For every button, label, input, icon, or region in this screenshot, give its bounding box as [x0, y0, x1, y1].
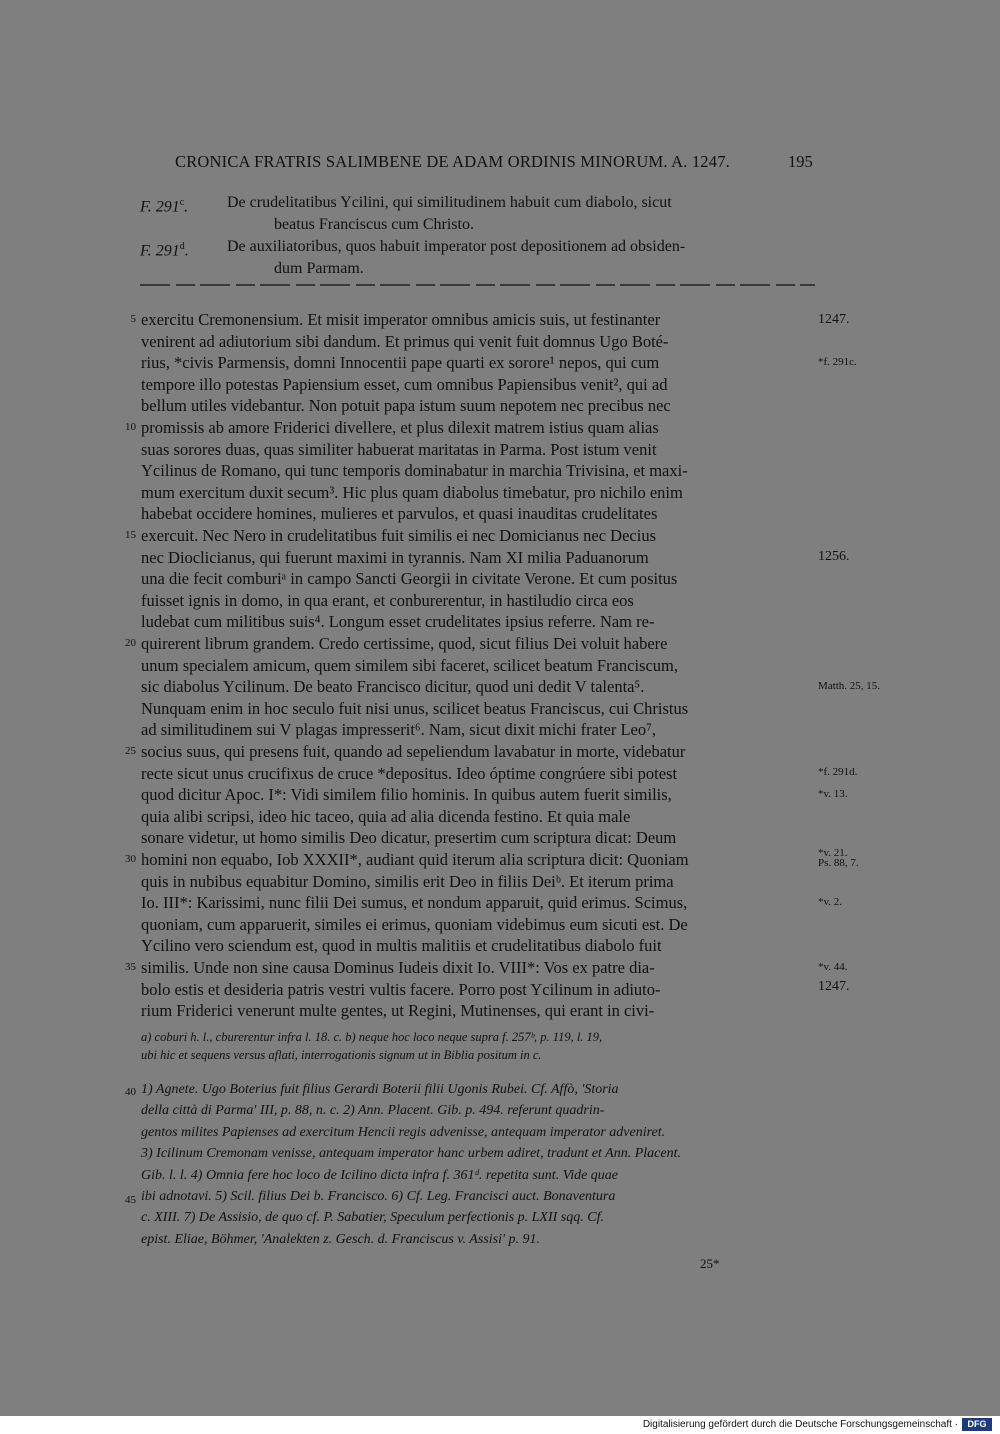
margin-citation: *v. 2. [818, 896, 843, 908]
line-number: 10 [125, 421, 136, 433]
summary-entry: F. 291$^d$. De auxiliatoribus, quos habuit imperator post depositionem ad obsiden- dum Parmam. [140, 236, 815, 280]
margin-year: 1247. [818, 979, 850, 994]
body-line: exercuit. Nec Nero in crudelitatibus fuit similis ei nec Domicianus nec Decius [141, 526, 657, 545]
footnote-line: Gib. l. l. 4) Omnia fere hoc loco de Icilino dicta infra f. 361ᵈ. repetita sunt. Vide quae [141, 1167, 619, 1183]
body-line: quod dicitur Apoc. I*: Vidi similem filio hominis. In quibus autem fuerit similis, [141, 785, 672, 805]
apparatus-line: a) coburi h. l., cburerentur infra l. 18. c. b) neque hoc loco neque supra f. 257ᵇ, p. 119, l. 19, [141, 1030, 603, 1044]
body-line: exercitu Cremonensium. Et misit imperator omnibus amicis suis, ut festinanter [141, 310, 661, 329]
line-number: 15 [125, 529, 136, 541]
body-line: recte sicut unus crucifixus de cruce *depositus. Ideo óptime congrúere sibi potest [141, 763, 678, 783]
summary-text-cont: beatus Franciscus cum Christo. [274, 216, 474, 233]
summary-ref: F. 291 [140, 242, 180, 260]
summary-text: De auxiliatoribus, quos habuit imperator post depositionem ad obsiden- [227, 238, 686, 255]
margin-citation: Ps. 88, 7. [818, 857, 859, 869]
body-line: rium Friderici venerunt multe gentes, ut Regini, Mutinenses, qui erant in civi- [141, 1001, 655, 1021]
body-line: socius suus, qui presens fuit, quando ad sepeliendum lavabatur in morte, videbatur [141, 742, 686, 761]
summary-ref: F. 291 [140, 198, 180, 216]
body-line: similis. Unde non sine causa Dominus Iudeis dixit Io. VIII*: Vos ex patre dia- [141, 958, 655, 977]
body-line: Nunquam enim in hoc seculo fuit nisi unus, scilicet beatus Franciscus, cui Christus [141, 698, 689, 718]
margin-citation: *v. 13. [818, 788, 848, 800]
line-number: 45 [125, 1194, 136, 1206]
body-line: tempore illo potestas Papiensium esset, cum omnibus Papiensibus venit², qui ad [141, 374, 668, 394]
dfg-credit: Digitalisierung gefördert durch die Deutsche Forschungsgemeinschaft · [642, 1419, 958, 1430]
body-line: bolo estis et desideria patris vestri vultis facere. Porro post Ycilinum in adiuto- [141, 979, 661, 999]
body-line: habebat occidere homines, mulieres et parvulos, et quasi inauditas crudelitates [141, 504, 658, 524]
body-line: sonare videtur, ut homo similis Deo dicatur, presertim cum scriptura dicat: Deum [141, 828, 677, 848]
summary-ref-sup: c [179, 197, 185, 208]
line-number: 25 [125, 745, 136, 757]
body-line: homini non equabo, Iob XXXII*, audiant quid iterum alia scriptura dicit: Quoniam [141, 850, 689, 869]
body-line: ludebat cum militibus suis⁴. Longum esset crudelitates ipsius referre. Nam re- [141, 612, 655, 632]
body-line: quoniam, cum apparuerit, similes ei erimus, quoniam videbimus eum sicuti est. De [141, 914, 688, 934]
line-number: 20 [125, 637, 136, 649]
footnote-line: gentos milites Papienses ad exercitum Hencii regis advenisse, antequam imperator adveniret. [141, 1124, 666, 1140]
body-line: unum specialem amicum, quem similem sibi faceret, scilicet beatum Franciscum, [141, 655, 679, 675]
dfg-footer [0, 1416, 1000, 1434]
running-header [0, 152, 1000, 176]
summary-text: De crudelitatibus Ycilini, qui similitudinem habuit cum diabolo, sicut [227, 194, 672, 211]
footnote-line: epist. Eliae, Böhmer, 'Analekten z. Gesch. d. Franciscus v. Assisi' p. 91. [141, 1231, 540, 1247]
margin-folio: *f. 291c. [818, 356, 857, 368]
line-number: 30 [125, 853, 136, 865]
footnote-line: della città di Parma' III, p. 88, n. c. 2) Ann. Placent. Gib. p. 494. referunt quadrin- [141, 1103, 605, 1119]
body-line: rius, *civis Parmensis, domni Innocentii pape quarti ex sorore¹ nepos, qui cum [141, 353, 660, 373]
body-line: promissis ab amore Friderici divellere, et plus dilexit matrem istius quam alias [141, 418, 659, 437]
line-number: 35 [125, 961, 136, 973]
footnote-line: c. XIII. 7) De Assisio, de quo cf. P. Sabatier, Speculum perfectionis p. LXII sqq. Cf. [141, 1210, 604, 1226]
line-number: 5 [130, 313, 136, 325]
summary-entry: F. 291$^c$. De crudelitatibus Ycilini, qui similitudinem habuit cum diabolo, sicut beatus Franciscus cum Christo. [140, 192, 815, 236]
body-line: Ycilinus de Romano, qui tunc temporis dominabatur in marchia Trivisina, et maxi- [141, 461, 688, 481]
dfg-logo: DFG [962, 1418, 992, 1431]
summary-text-cont: dum Parmam. [274, 260, 364, 277]
separator-rule [140, 284, 815, 286]
body-line: venirent ad adiutorium sibi dandum. Et primus qui venit fuit domnus Ugo Boté- [141, 331, 669, 351]
body-line: mum exercitum duxit secum³. Hic plus quam diabolus timebatur, pro nichilo enim [141, 482, 683, 502]
body-line: bellum utiles videbantur. Non potuit papa istum suum nepotem nec precibus nec [141, 396, 671, 416]
margin-citation: Matth. 25, 15. [818, 680, 881, 692]
body-line: quis in nubibus equabitur Domino, similis erit Deo in filiis Deiᵇ. Et iterum prima [141, 871, 674, 891]
margin-folio: *f. 291d. [818, 766, 858, 778]
body-line: quia alibi scripsi, ideo hic taceo, quia ad alia dicenda festino. Et quia male [141, 806, 631, 826]
apparatus-line: ubi hic et sequens versus aflati, interrogationis signum ut in Biblia positum in c. [141, 1048, 542, 1062]
margin-year: 1256. [818, 549, 850, 564]
running-title: CRONICA FRATRIS SALIMBENE DE ADAM ORDINIS MINORUM. A. 1247. [175, 152, 730, 171]
signature-mark: 25* [700, 1256, 720, 1271]
body-line: ad similitudinem sui V plagas impresserit⁶. Nam, sicut dixit michi frater Leo⁷, [141, 720, 656, 740]
body-line: Ycilino vero sciendum est, quod in multis malitiis et crudelitatibus diabolo fuit [141, 936, 662, 956]
body-line: suas sorores duas, quas similiter habuerat maritatas in Parma. Post istum venit [141, 439, 657, 459]
body-line: nec Dioclicianus, qui fuerunt maximi in tyrannis. Nam XI milia Paduanorum [141, 547, 649, 567]
body-line: fuisset ignis in domo, in qua erant, et conburerentur, in hastiludio circa eos [141, 590, 634, 610]
footnote-line: 1) Agnete. Ugo Boterius fuit filius Gerardi Boterii filii Ugonis Rubei. Cf. Affò, 'Storia [141, 1082, 619, 1097]
page-number: 195 [788, 152, 813, 171]
margin-year: 1247. [818, 312, 850, 327]
body-line: sic diabolus Ycilinum. De beato Francisco dicitur, quod uni dedit V talenta⁵. [141, 677, 645, 697]
body-line: Io. III*: Karissimi, nunc filii Dei sumus, et nondum apparuit, quid erimus. Scimus, [141, 893, 688, 913]
body-line: una die fecit comburiᵃ in campo Sancti Georgii in civitate Verone. Et cum positus [141, 569, 678, 589]
margin-citation: *v. 21. [818, 847, 848, 859]
body-line: quirerent librum grandem. Credo certissime, quod, sicut filius Dei voluit habere [141, 634, 668, 653]
margin-citation: *v. 44. [818, 961, 848, 973]
line-number: 40 [125, 1086, 136, 1098]
summary-ref-sup: d [179, 241, 185, 252]
footnote-line: ibi adnotavi. 5) Scil. filius Dei b. Francisco. 6) Cf. Leg. Francisci auct. Bonaventura [141, 1189, 616, 1204]
footnote-line: 3) Icilinum Cremonam venisse, antequam imperator hanc urbem adiret, tradunt et Ann. Placent. [141, 1146, 681, 1162]
